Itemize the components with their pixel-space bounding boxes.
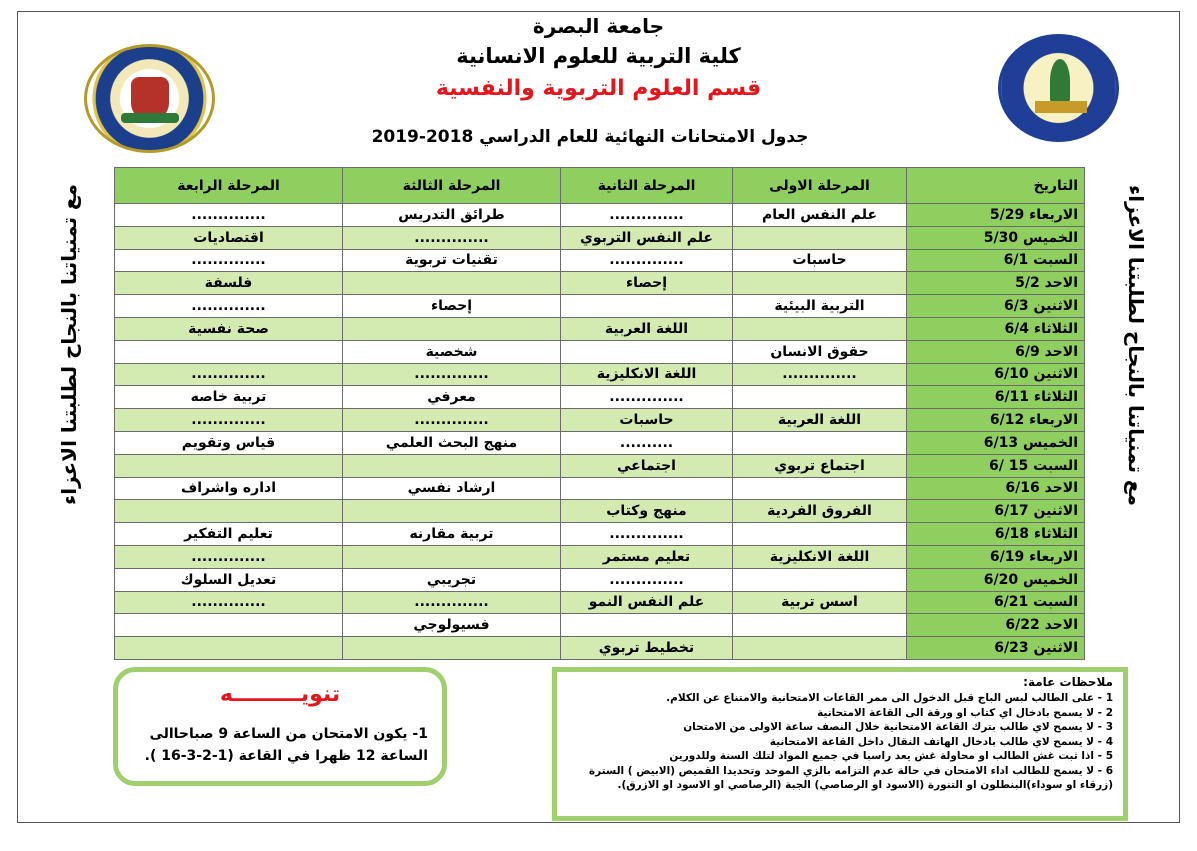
cell-stage-4: .............. (115, 295, 343, 318)
cell-date: الاربعاء 6/12 (907, 409, 1085, 432)
cell-stage-3 (343, 317, 561, 340)
general-notes-list (567, 691, 1113, 793)
cell-stage-3 (343, 500, 561, 523)
cell-stage-3: تربية مقارنه (343, 523, 561, 546)
side-wish-left: مع تمنياتنا بالنجاح لطلبتنا الاعزاء (57, 184, 81, 506)
cell-stage-1: اسس تربية (733, 591, 907, 614)
table-title: جدول الامتحانات النهائية للعام الدراسي 2018-2019 (371, 127, 809, 147)
table-row (115, 568, 1085, 591)
general-note-item: 4 - لا يسمح لاي طالب بادخال الهاتف النقال داخل القاعة الامتحانية (769, 735, 1113, 748)
cell-stage-2: اجتماعي (561, 454, 733, 477)
cell-stage-2: حاسبات (561, 409, 733, 432)
table-row (115, 272, 1085, 295)
notice-text: 1- يكون الامتحان من الساعة 9 صباحاالى الساعة 12 ظهرا في القاعة (1-2-3-16 ). (144, 726, 428, 764)
cell-stage-2 (561, 477, 733, 500)
cell-stage-4 (115, 340, 343, 363)
cell-date: الثلاثاء 6/11 (907, 386, 1085, 409)
cell-stage-4: اداره واشراف (115, 477, 343, 500)
side-wish-right: مع تمنياتنا بالنجاح لطلبتنا الاعزاء (1124, 184, 1148, 506)
cell-stage-1: حقوق الانسان (733, 340, 907, 363)
cell-stage-4 (115, 637, 343, 660)
book-emblem-icon (121, 113, 179, 123)
cell-stage-1: الفروق الفردية (733, 500, 907, 523)
cell-stage-1 (733, 568, 907, 591)
university-name: جامعة البصرة (532, 14, 665, 38)
cell-stage-3 (343, 637, 561, 660)
notice-title: تنويـــــــــه (219, 682, 341, 707)
cell-date: الخميس 6/20 (907, 568, 1085, 591)
table-row (115, 614, 1085, 637)
cell-stage-4: .............. (115, 545, 343, 568)
cell-stage-1 (733, 637, 907, 660)
department-name: قسم العلوم التربوية والنفسية (435, 76, 762, 101)
cell-stage-1 (733, 386, 907, 409)
header-stage-1: المرحلة الاولى (733, 168, 907, 204)
cell-date: الخميس 5/30 (907, 226, 1085, 249)
cell-stage-2: اللغة العربية (561, 317, 733, 340)
cell-stage-2: .............. (561, 523, 733, 546)
cell-stage-2: .............. (561, 568, 733, 591)
cell-stage-4: تعليم التفكير (115, 523, 343, 546)
cell-date: الاثنين 6/17 (907, 500, 1085, 523)
table-row (115, 545, 1085, 568)
cell-stage-2 (561, 340, 733, 363)
cell-stage-2: .............. (561, 249, 733, 272)
cell-stage-2: .............. (561, 204, 733, 227)
cell-stage-3: طرائق التدريس (343, 204, 561, 227)
cell-stage-1 (733, 614, 907, 637)
cell-stage-1: اجتماع تربوي (733, 454, 907, 477)
cell-date: السبت 6/21 (907, 591, 1085, 614)
table-row (115, 363, 1085, 386)
header-date: التاريخ (907, 168, 1085, 204)
cell-stage-4 (115, 454, 343, 477)
general-note-item: 5 - اذا ثبت غش الطالب او محاولة غش يعد راسبا في جميع المواد لتلك السنة وللدورين (669, 750, 1113, 762)
cell-stage-2 (561, 614, 733, 637)
cell-date: الاربعاء 5/29 (907, 204, 1085, 227)
cell-date: السبت 15 /6 (907, 454, 1085, 477)
cell-stage-1: علم النفس العام (733, 204, 907, 227)
cell-stage-4: فلسفة (115, 272, 343, 295)
college-name: كلية التربية للعلوم الانسانية (456, 44, 741, 68)
cell-stage-4: .............. (115, 591, 343, 614)
cell-stage-2: منهج وكتاب (561, 500, 733, 523)
cell-stage-1: حاسبات (733, 249, 907, 272)
cell-stage-2: تخطيط تربوي (561, 637, 733, 660)
table-row (115, 454, 1085, 477)
general-notes-title: ملاحظات عامة: (1023, 675, 1113, 689)
cell-stage-4: اقتصاديات (115, 226, 343, 249)
general-note-item: 3 - لا يسمح لاي طالب بترك القاعة الامتحانية خلال النصف ساعة الاولى من الامتحان (683, 721, 1113, 733)
cell-stage-3: .............. (343, 363, 561, 386)
cell-stage-2 (561, 295, 733, 318)
cell-date: الثلاثاء 6/18 (907, 523, 1085, 546)
cell-stage-4: .............. (115, 204, 343, 227)
cell-stage-1 (733, 226, 907, 249)
cell-stage-2: تعليم مستمر (561, 545, 733, 568)
table-row (115, 295, 1085, 318)
table-row (115, 249, 1085, 272)
table-header-row (115, 168, 1085, 204)
cell-stage-2: علم النفس التربوي (561, 226, 733, 249)
cell-stage-3 (343, 545, 561, 568)
cell-date: الاربعاء 6/19 (907, 545, 1085, 568)
cell-stage-4: .............. (115, 363, 343, 386)
cell-stage-3: تقنيات تربوية (343, 249, 561, 272)
cell-date: الخميس 6/13 (907, 431, 1085, 454)
cell-stage-3: شخصية (343, 340, 561, 363)
header-stage-2: المرحلة الثانية (561, 168, 733, 204)
cell-stage-3 (343, 454, 561, 477)
cell-stage-1 (733, 317, 907, 340)
table-row (115, 340, 1085, 363)
table-row (115, 317, 1085, 340)
table-row (115, 500, 1085, 523)
cell-stage-3: إحصاء (343, 295, 561, 318)
cell-stage-3: ارشاد نفسي (343, 477, 561, 500)
cell-stage-3: منهج البحث العلمي (343, 431, 561, 454)
cell-stage-2: إحصاء (561, 272, 733, 295)
cell-stage-1: اللغة الانكليزية (733, 545, 907, 568)
cell-stage-2: علم النفس النمو (561, 591, 733, 614)
table-row (115, 409, 1085, 432)
notice-box (113, 667, 447, 786)
cell-date: الاحد 5/2 (907, 272, 1085, 295)
cell-stage-1: التربية البيئية (733, 295, 907, 318)
cell-stage-2: .............. (561, 386, 733, 409)
building-emblem-icon (1035, 101, 1087, 113)
cell-stage-4 (115, 614, 343, 637)
cell-stage-1 (733, 272, 907, 295)
cell-stage-1 (733, 523, 907, 546)
cell-stage-4 (115, 500, 343, 523)
cell-date: الاحد 6/16 (907, 477, 1085, 500)
cell-stage-1: اللغة العربية (733, 409, 907, 432)
cell-stage-2: اللغة الانكليزية (561, 363, 733, 386)
cell-stage-3: .............. (343, 409, 561, 432)
table-row (115, 226, 1085, 249)
table-row (115, 431, 1085, 454)
exam-schedule-table (114, 167, 1085, 660)
cell-stage-1 (733, 431, 907, 454)
cell-stage-1: .............. (733, 363, 907, 386)
cell-stage-1 (733, 477, 907, 500)
table-row (115, 637, 1085, 660)
cell-date: السبت 6/1 (907, 249, 1085, 272)
cell-date: الاثنين 6/3 (907, 295, 1085, 318)
table-row (115, 204, 1085, 227)
general-note-item: (زرقاء او سوداء)البنطلون او التنورة (الاسود او الرصاصي) الجبة (الرصاصي او الاسود او الازرق). (617, 779, 1113, 791)
table-row (115, 477, 1085, 500)
cell-stage-3: .............. (343, 591, 561, 614)
cell-stage-3: فسيولوجي (343, 614, 561, 637)
cell-stage-3: معرفي (343, 386, 561, 409)
table-row (115, 591, 1085, 614)
cell-date: الثلاثاء 6/4 (907, 317, 1085, 340)
cell-date: الاحد 6/22 (907, 614, 1085, 637)
cell-stage-2: .......... (561, 431, 733, 454)
header-stage-4: المرحلة الرابعة (115, 168, 343, 204)
cell-stage-4: .............. (115, 249, 343, 272)
general-notes-box (552, 667, 1128, 821)
cell-stage-4: صحة نفسية (115, 317, 343, 340)
cell-date: الاثنين 6/23 (907, 637, 1085, 660)
cell-stage-4: .............. (115, 409, 343, 432)
table-row (115, 386, 1085, 409)
general-note-item: 2 - لا يسمح بادخال اي كتاب او ورقة الى القاعة الامتحانية (817, 706, 1113, 719)
cell-stage-4: تعديل السلوك (115, 568, 343, 591)
cell-date: الاثنين 6/10 (907, 363, 1085, 386)
cell-stage-3 (343, 272, 561, 295)
general-note-item: 1 - على الطالب لبس الباج قبل الدخول الى ممر القاعات الامتحانية والامتناع عن الكلام. (666, 692, 1113, 704)
header-stage-3: المرحلة الثالثة (343, 168, 561, 204)
general-note-item: 6 - لا يسمح للطالب اداء الامتحان في حالة عدم التزامه بالزي الموحد وتحديدا القميص (الابيض ) السترة (588, 764, 1113, 777)
cell-stage-3: تجريبي (343, 568, 561, 591)
cell-date: الاحد 6/9 (907, 340, 1085, 363)
cell-stage-3: .............. (343, 226, 561, 249)
table-row (115, 523, 1085, 546)
cell-stage-4: تربية خاصه (115, 386, 343, 409)
cell-stage-4: قياس وتقويم (115, 431, 343, 454)
